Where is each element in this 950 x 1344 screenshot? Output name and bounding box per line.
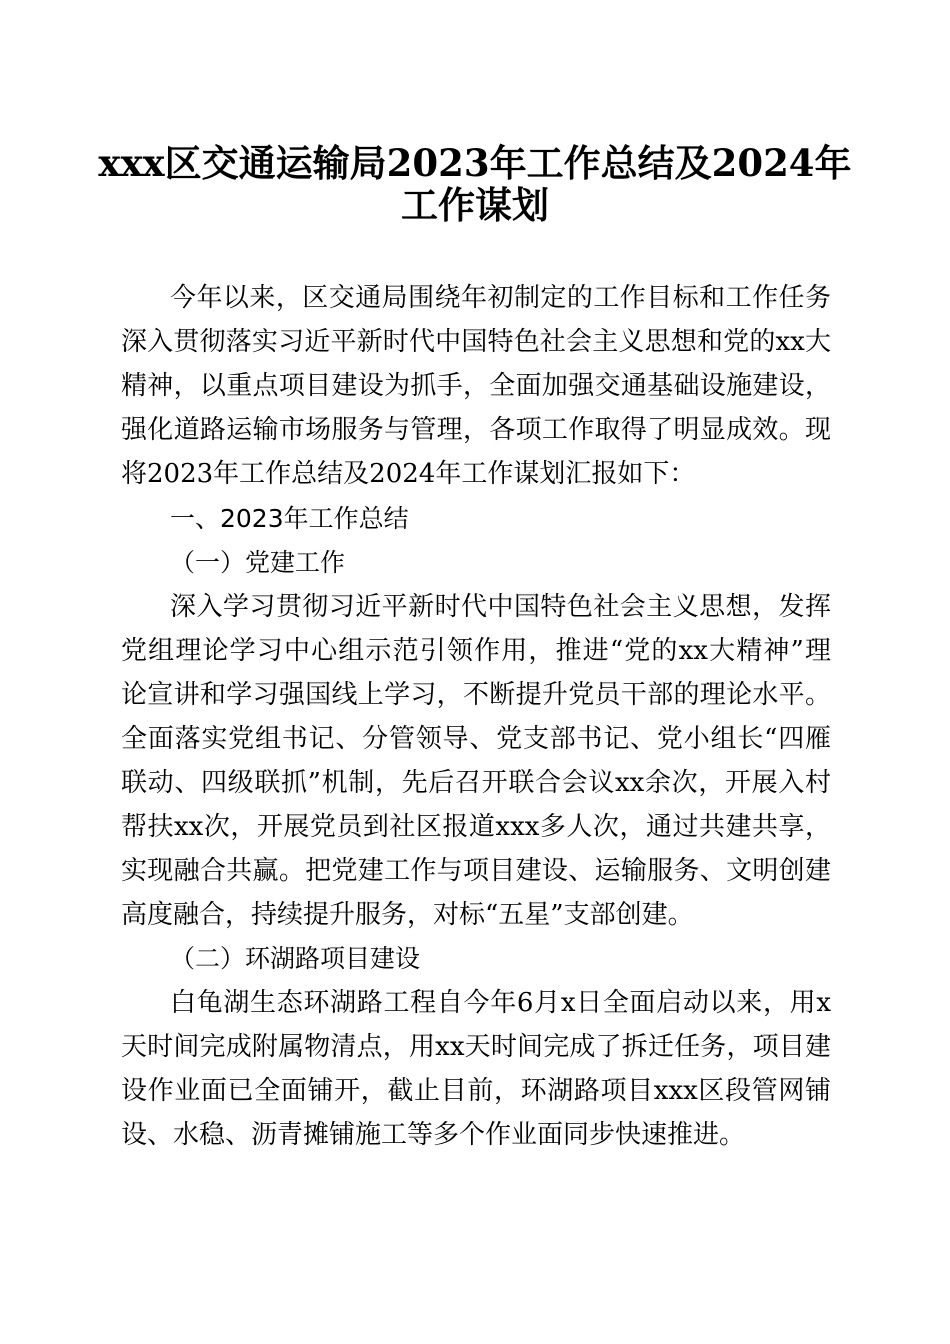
paragraph-line: 联动、四级联抓”机制，先后召开联合会议xx余次，开展入村 [121,768,831,798]
paragraph-line: 论宣讲和学习强国线上学习，不断提升党员干部的理论水平。 [121,680,831,710]
section-heading: 一、2023年工作总结 [170,504,409,533]
subsection-heading: （二）环湖路项目建设 [170,944,421,973]
paragraph-line: 设、水稳、沥青摊铺施工等多个作业面同步快速推进。 [121,1120,746,1150]
paragraph-line: 精神，以重点项目建设为抓手，全面加强交通基础设施建设， [121,371,831,401]
paragraph-line: 天时间完成附属物清点，用xx天时间完成了拆迁任务，项目建 [121,1032,831,1062]
paragraph-line: 实现融合共赢。把党建工作与项目建设、运输服务、文明创建 [121,856,831,886]
document-title-line-2: 工作谋划 [401,183,549,227]
paragraph-line: 深入贯彻落实习近平新时代中国特色社会主义思想和党的xx大 [121,327,831,357]
paragraph-line: 今年以来，区交通局围绕年初制定的工作目标和工作任务 [170,283,831,313]
paragraph-line: 强化道路运输市场服务与管理，各项工作取得了明显成效。现 [121,415,831,445]
subsection-heading: （一）党建工作 [170,548,346,577]
paragraph-line: 帮扶xx次，开展党员到社区报道xxx多人次，通过共建共享， [121,812,831,842]
paragraph-line: 白龟湖生态环湖路工程自今年6月x日全面启动以来，用x [170,988,831,1018]
paragraph-line: 将2023年工作总结及2024年工作谋划汇报如下： [121,459,696,489]
paragraph-line: 深入学习贯彻习近平新时代中国特色社会主义思想，发挥 [170,592,831,622]
document-title-line-1: xxx区交通运输局2023年工作总结及2024年 [98,141,852,185]
paragraph-line: 党组理论学习中心组示范引领作用，推进“党的xx大精神”理 [121,636,831,666]
paragraph-line: 设作业面已全面铺开，截止目前，环湖路项目xxx区段管网铺 [121,1076,831,1106]
paragraph-line: 高度融合，持续提升服务，对标“五星”支部创建。 [121,900,694,930]
paragraph-line: 全面落实党组书记、分管领导、党支部书记、党小组长“四雁 [121,724,831,754]
